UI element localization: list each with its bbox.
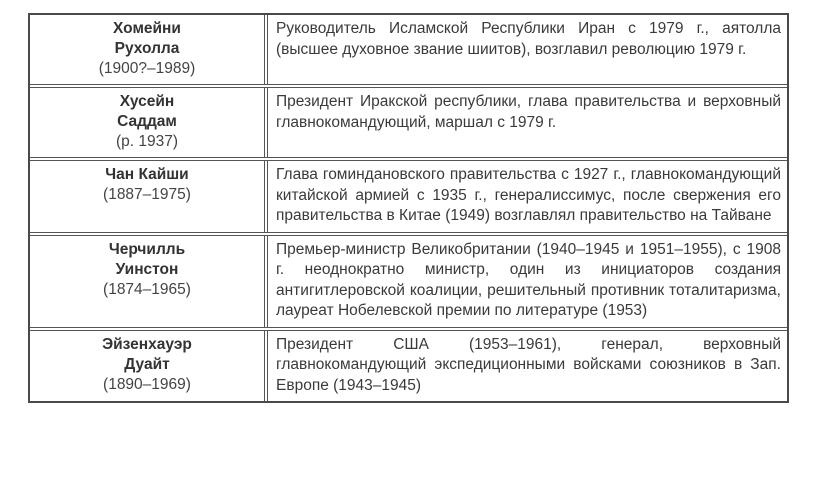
person-cell — [30, 236, 268, 327]
person-cell — [30, 88, 268, 157]
person-years: (1874–1965) — [103, 280, 191, 298]
person-years: (р. 1937) — [115, 133, 179, 150]
person-description: Президент Иракской республики, глава правительства и верховный главнокомандующий, маршал с 1979 г. — [276, 93, 781, 131]
person-name: Хусейн Саддам — [117, 93, 177, 130]
table-row — [30, 327, 787, 402]
biography-table — [28, 13, 789, 403]
person-cell — [30, 161, 268, 232]
person-years: (1890–1969) — [103, 375, 191, 393]
person-description: Премьер-министр Великобритании (1940–1945 и 1951–1955), с 1908 г. неоднократно министр, один из инициаторов создания антигитлеровской коалиции, решительный противник тоталитаризма, лауреат Нобелевской премии по литературе (1953) — [276, 240, 781, 319]
person-name: Эйзенхауэр Дуайт — [102, 335, 192, 373]
table-row — [30, 84, 787, 157]
table-row — [30, 15, 787, 84]
person-name: Хомейни Рухолла — [113, 20, 181, 57]
person-cell — [30, 331, 268, 402]
person-years: (1900?–1989) — [98, 60, 196, 77]
person-description: Руководитель Исламской Республики Иран с 1979 г., аятолла (высшее духовное звание шиитов), возглавил революцию 1979 г. — [276, 20, 781, 58]
person-name: Черчилль Уинстон — [108, 240, 186, 278]
person-name: Чан Кайши — [105, 166, 189, 183]
person-cell — [30, 15, 268, 84]
person-years: (1887–1975) — [103, 186, 191, 203]
person-description: Президент США (1953–1961), генерал, верховный главнокомандующий экспедиционными войсками союзников в Зап. Европе (1943–1945) — [276, 335, 781, 394]
table-row — [30, 157, 787, 232]
person-description: Глава гоминдановского правительства с 1927 г., главнокомандующий китайской армией с 1935 г., генералиссимус, после свержения его правительства в Китае (1949) возглавлял правительство на Тайване — [276, 166, 781, 224]
table-row — [30, 232, 787, 327]
